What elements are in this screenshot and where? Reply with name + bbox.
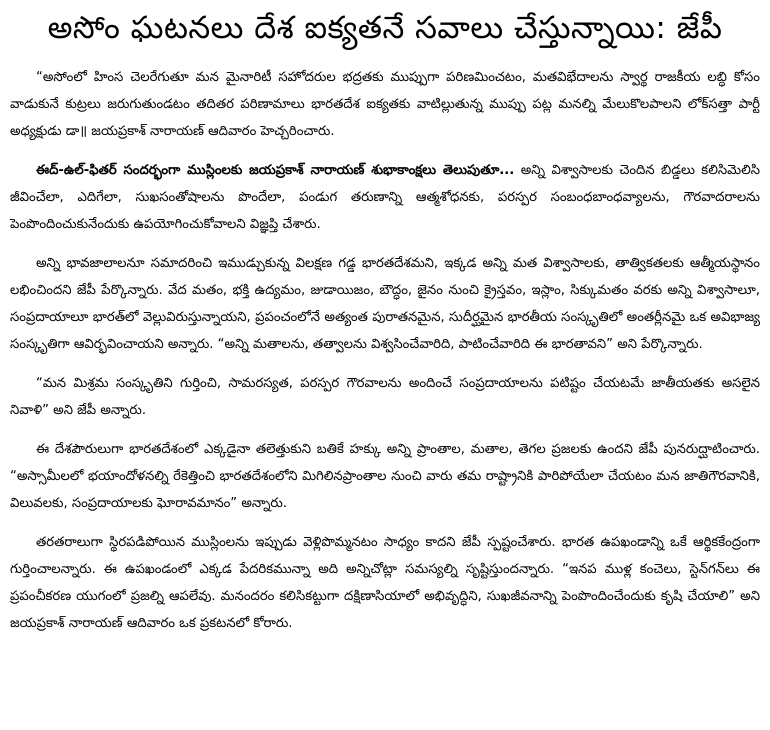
paragraph-1 xyxy=(10,64,760,145)
paragraph-4 xyxy=(10,370,760,424)
paragraph-5-text: ఈ దేశపౌరులుగా భారతదేశంలో ఎక్కడైనా తలెత్తుకుని బతికే హక్కు అన్ని ప్రాంతాల, మతాల, తెగల ప్రజలకు ఉందని జేపీ పునరుద్ఘాటించారు. “అస్సామీలలో భయాందోళనల్ని రేకెత్తించి భారతదేశంలోని మిగిలినప్రాంతాల నుంచి వారు తమ రాష్ట్రానికి పారిపోయేలా చేయటం మన జాతిగౌరవానికి, విలువలకు, సంప్రదాయాలకు ఘోరావమానం” అన్నారు. xyxy=(10,442,760,511)
paragraph-2 xyxy=(10,157,760,238)
paragraph-3-text: అన్ని భావజాలాలనూ సమాదరించి ఇముడ్చుకున్న విలక్షణ గడ్డ భారతదేశమని, ఇక్కడ అన్ని మత విశ్వాసాలకు, తాత్వికతలకు ఆత్మీయస్థానం లభించిందని జేపీ పేర్కొన్నారు. వేద మతం, భక్తి ఉద్యమం, జుడాయిజం, బౌద్ధం, జైనం నుంచి క్రైస్తవం, ఇస్లాం, సిక్కుమతం వరకు అన్ని విశ్వాసాలూ, సంప్రదాయాలూ భారత్‌లో వెల్లువిరుస్తున్నాయని, ప్రపంచంలోనే అత్యంత పురాతనమైన, సుదీర్ఘమైన భారతీయ సంస్కృతిలో అంతర్లీనమై ఒక అవిభాజ్య సంస్కృతిగా ఆవిర్భవించాయని అన్నారు. “అన్ని మతాలను, తత్వాలను విశ్వసించేవారిది, పాటించేవారిది ఈ భారతావని” అని పేర్కొన్నారు. xyxy=(10,256,760,352)
paragraph-6 xyxy=(10,529,760,637)
paragraph-2-lead: ఈద్-ఉల్-ఫితర్ సందర్భంగా ముస్లింలకు జయప్రకాశ్ నారాయణ్ శుభాకాంక్షలు తెలుపుతూ... xyxy=(36,163,515,178)
paragraph-5 xyxy=(10,436,760,517)
paragraph-6-text: తరతరాలుగా స్థిరపడిపోయిన ముస్లింలను ఇప్పుడు వెళ్లిపొమ్మనటం సాధ్యం కాదని జేపీ స్పష్టంచేశారు. భారత ఉపఖండాన్ని ఒకే ఆర్థికకేంద్రంగా గుర్తించాలన్నారు. ఈ ఉపఖండంలో ఎక్కడ పేదరికమున్నా అది అన్నిచోట్లా సమస్యల్ని సృష్టిస్తుందన్నారు. “ఇనప ముళ్ల కంచెలు, స్టెన్‌గన్‌లు ఈ ప్రపంచీకరణ యుగంలో ప్రజల్ని ఆపలేవు. మనందరం కలిసికట్టుగా దక్షిణాసియాలో అభివృద్ధిని, సుఖజీవనాన్ని పెంపొందించేందుకు కృషి చేయాలి” అని జయప్రకాశ్ నారాయణ్ ఆదివారం ఒక ప్రకటనలో కోరారు. xyxy=(10,535,760,631)
article-title: అసోం ఘటనలు దేశ ఐక్యతనే సవాలు చేస్తున్నాయి: జేపీ xyxy=(47,10,723,46)
paragraph-3 xyxy=(10,250,760,358)
paragraph-4-text: “మన మిశ్రమ సంస్కృతిని గుర్తించి, సామరస్యత, పరస్పర గౌరవాలను అందించే సంప్రదాయాలను పటిష్టం చేయటమే జాతీయతకు అసలైన నివాళి” అని జేపీ అన్నారు. xyxy=(10,376,760,418)
paragraph-1-text: “అసోంలో హింస చెలరేగుతూ మన మైనారిటీ సహోదరుల భద్రతకు ముప్పుగా పరిణమించటం, మతవిభేదాలను స్వార్థ రాజకీయ లబ్ధి కోసం వాడుకునే కుట్రలు జరుగుతుండటం తదితర పరిణామాలు భారతదేశ ఐక్యతకు వాటిల్లుతున్న ముప్పు పట్ల మనల్ని మేలుకొలపాలని లోక్‌సత్తా పార్టీ అధ్యక్షుడు డా॥ జయప్రకాశ్ నారాయణ్ ఆదివారం హెచ్చరించారు. xyxy=(10,70,760,139)
paragraph-2-text: అన్ని విశ్వాసాలకు చెందిన బిడ్డలు కలిసిమెలిసి జీవించేలా, ఎదిగేలా, సుఖసంతోషాలను పొందేలా, పండుగ తరుణాన్ని ఆత్మశోధనకు, పరస్పర సంబంధబాంధవ్యాలను, గౌరవాదరాలను పెంపొందించుకునేందుకు ఉపయోగించుకోవాలని విజ్ఞప్తి చేశారు. xyxy=(10,163,760,232)
